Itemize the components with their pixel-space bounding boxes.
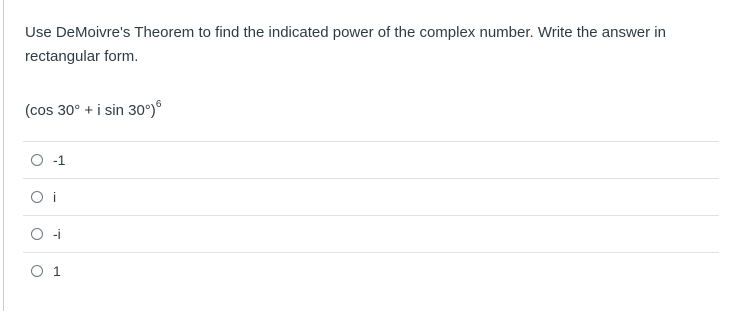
radio-button-icon[interactable] xyxy=(31,265,43,277)
answer-option-3[interactable] xyxy=(23,215,719,252)
radio-button-icon[interactable] xyxy=(31,154,43,166)
answer-option-2[interactable] xyxy=(23,178,719,215)
answer-option-1[interactable] xyxy=(23,141,719,178)
answer-option-4[interactable] xyxy=(23,252,719,289)
radio-button-icon[interactable] xyxy=(31,228,43,240)
radio-button-icon[interactable] xyxy=(31,191,43,203)
answer-label[interactable]: -1 xyxy=(53,152,66,168)
expression-base: (cos 30° + i sin 30°) xyxy=(25,102,156,119)
question-card xyxy=(3,0,738,311)
question-prompt: Use DeMoivre's Theorem to find the indicated power of the complex number. Write the answer in rectangular form. xyxy=(25,24,666,65)
answer-label[interactable]: 1 xyxy=(53,263,61,279)
answer-list xyxy=(23,141,719,289)
question-expression xyxy=(25,96,161,122)
answer-label[interactable]: -i xyxy=(53,226,61,242)
expression-exponent: 6 xyxy=(155,99,162,110)
answer-label[interactable]: i xyxy=(53,189,57,205)
